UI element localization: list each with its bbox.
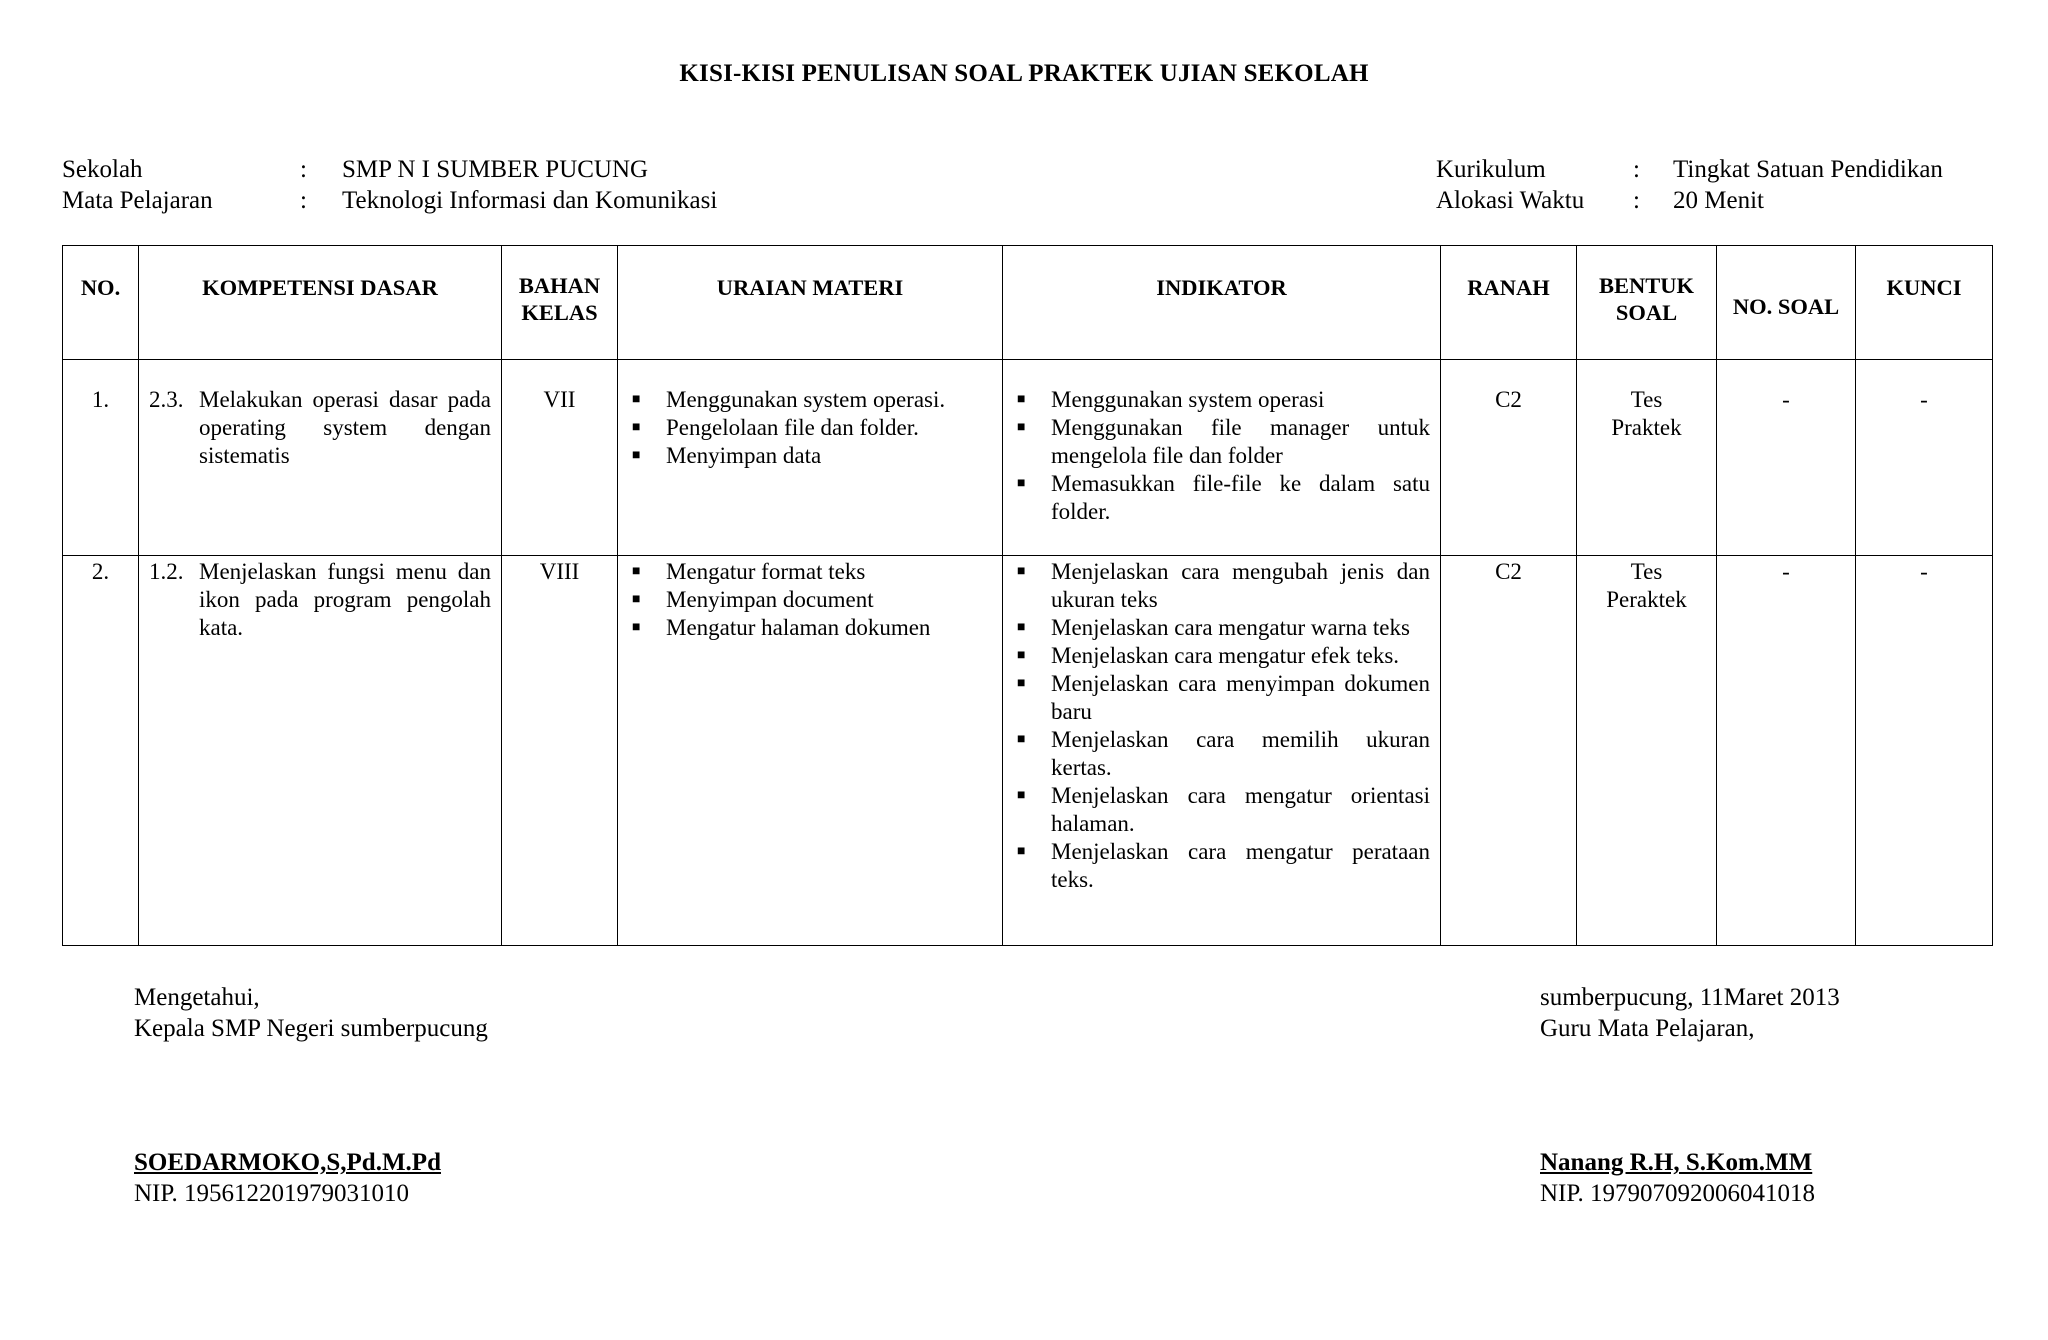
- cell-no: 2.: [63, 556, 139, 946]
- meta-label: Alokasi Waktu: [1436, 187, 1585, 214]
- kompetensi-item: [149, 386, 491, 470]
- header-no: NO.: [63, 246, 139, 360]
- indikator-list: [1013, 386, 1430, 526]
- table-row: [63, 360, 1993, 556]
- list-item: [1013, 838, 1430, 894]
- list-item: [1013, 558, 1430, 614]
- cell-bentuk-soal: [1577, 556, 1717, 946]
- bentuk-line: Praktek: [1611, 415, 1682, 440]
- table-row: [63, 556, 1993, 946]
- meta-label: Kurikulum: [1436, 156, 1546, 183]
- list-item: [1013, 470, 1430, 526]
- signature-block-principal: [134, 982, 488, 1209]
- signature-block-teacher: [1540, 982, 1840, 1209]
- list-item: [628, 558, 992, 586]
- kompetensi-item: [149, 558, 491, 642]
- list-item-text: Menggunakan file manager untuk mengelola file dan folder: [1051, 415, 1430, 468]
- bullet-icon: ■: [1017, 392, 1026, 407]
- meta-colon: :: [1633, 156, 1640, 183]
- meta-row-alokasi-waktu: [1436, 185, 1943, 216]
- cell-indikator: [1003, 556, 1441, 946]
- list-item-text: Mengatur format teks: [666, 559, 866, 584]
- cell-materi: [618, 556, 1003, 946]
- list-item: [1013, 726, 1430, 782]
- header-ranah: RANAH: [1441, 246, 1577, 360]
- list-item-text: Menjelaskan cara mengatur perataan teks.: [1051, 839, 1430, 892]
- list-item: [1013, 614, 1430, 642]
- cell-kelas: VII: [502, 360, 618, 556]
- header-no-soal: NO. SOAL: [1717, 246, 1856, 360]
- meta-colon: :: [300, 156, 307, 183]
- list-item-text: Mengatur halaman dokumen: [666, 615, 931, 640]
- signer-name: SOEDARMOKO,S,Pd.M.Pd: [134, 1149, 441, 1176]
- bullet-icon: ■: [632, 592, 641, 607]
- cell-materi: [618, 360, 1003, 556]
- header-line: KELAS: [521, 300, 598, 325]
- header-kompetensi-dasar: KOMPETENSI DASAR: [139, 246, 502, 360]
- bullet-icon: ■: [1017, 564, 1026, 579]
- bullet-icon: ■: [632, 420, 641, 435]
- sign-role: Kepala SMP Negeri sumberpucung: [134, 1015, 488, 1042]
- bullet-icon: ■: [632, 620, 641, 635]
- meta-value: SMP N I SUMBER PUCUNG: [342, 156, 649, 183]
- identity-left: [62, 154, 717, 216]
- bentuk-line: Tes: [1630, 559, 1663, 584]
- list-item: [1013, 670, 1430, 726]
- kompetensi-number: 2.3.: [149, 387, 184, 412]
- cell-ranah: C2: [1441, 360, 1577, 556]
- list-item-text: Menyimpan data: [666, 443, 822, 468]
- bullet-icon: ■: [1017, 676, 1026, 691]
- kompetensi-text: Melakukan operasi dasar pada operating system dengan sistematis: [199, 387, 491, 468]
- kisi-kisi-table: [62, 245, 1993, 946]
- header-line: BENTUK: [1598, 273, 1695, 298]
- bullet-icon: ■: [1017, 788, 1026, 803]
- list-item: [1013, 642, 1430, 670]
- meta-label: Sekolah: [62, 156, 143, 183]
- cell-no-soal: -: [1717, 360, 1856, 556]
- cell-kunci: -: [1856, 556, 1993, 946]
- meta-value: Tingkat Satuan Pendidikan: [1673, 156, 1943, 183]
- cell-no: 1.: [63, 360, 139, 556]
- meta-label: Mata Pelajaran: [62, 187, 213, 214]
- bullet-icon: ■: [1017, 648, 1026, 663]
- meta-value: Teknologi Informasi dan Komunikasi: [342, 187, 718, 214]
- list-item-text: Menggunakan system operasi.: [666, 387, 946, 412]
- list-item-text: Menjelaskan cara memilih ukuran kertas.: [1051, 727, 1430, 780]
- list-item-text: Menjelaskan cara menyimpan dokumen baru: [1051, 671, 1430, 724]
- list-item-text: Pengelolaan file dan folder.: [666, 415, 919, 440]
- header-line: BAHAN: [518, 273, 601, 298]
- kompetensi-text: Menjelaskan fungsi menu dan ikon pada program pengolah kata.: [199, 559, 491, 640]
- header-line: SOAL: [1615, 300, 1678, 325]
- table-header-row: [63, 246, 1993, 360]
- header-bentuk-soal: [1577, 246, 1717, 360]
- list-item: [1013, 414, 1430, 470]
- meta-row-kurikulum: [1436, 154, 1943, 185]
- bullet-icon: ■: [1017, 420, 1026, 435]
- list-item: [628, 442, 992, 470]
- materi-list: [628, 386, 992, 470]
- bullet-icon: ■: [1017, 620, 1026, 635]
- cell-kunci: -: [1856, 360, 1993, 556]
- list-item-text: Menjelaskan cara mengatur orientasi halaman.: [1051, 783, 1430, 836]
- meta-value: 20 Menit: [1673, 187, 1764, 214]
- list-item-text: Menyimpan document: [666, 587, 874, 612]
- list-item: [1013, 386, 1430, 414]
- bentuk-line: Tes: [1630, 387, 1663, 412]
- list-item-text: Memasukkan file-file ke dalam satu folder.: [1051, 471, 1430, 524]
- list-item-text: Menjelaskan cara mengatur warna teks: [1051, 615, 1410, 640]
- cell-kompetensi: [139, 556, 502, 946]
- bentuk-line: Peraktek: [1606, 587, 1687, 612]
- indikator-list: [1013, 558, 1430, 894]
- cell-kompetensi: [139, 360, 502, 556]
- meta-row-sekolah: [62, 154, 717, 185]
- list-item: [628, 386, 992, 414]
- list-item-text: Menjelaskan cara mengatur efek teks.: [1051, 643, 1400, 668]
- list-item-text: Menjelaskan cara mengubah jenis dan ukuran teks: [1051, 559, 1430, 612]
- list-item-text: Menggunakan system operasi: [1051, 387, 1325, 412]
- meta-colon: :: [300, 187, 307, 214]
- signer-nip: NIP. 197907092006041018: [1540, 1180, 1816, 1207]
- sign-greeting: Mengetahui,: [134, 984, 260, 1011]
- sign-role: Guru Mata Pelajaran,: [1540, 1015, 1755, 1042]
- sign-place-date: sumberpucung, 11Maret 2013: [1540, 984, 1840, 1011]
- header-indikator: INDIKATOR: [1003, 246, 1441, 360]
- header-uraian-materi: URAIAN MATERI: [618, 246, 1003, 360]
- header-kunci: KUNCI: [1856, 246, 1993, 360]
- bullet-icon: ■: [1017, 844, 1026, 859]
- list-item: [628, 586, 992, 614]
- bullet-icon: ■: [632, 392, 641, 407]
- header-bahan-kelas: [502, 246, 618, 360]
- identity-right: [1436, 154, 1943, 216]
- materi-list: [628, 558, 992, 642]
- list-item: [1013, 782, 1430, 838]
- meta-colon: :: [1633, 187, 1640, 214]
- list-item: [628, 414, 992, 442]
- bullet-icon: ■: [632, 564, 641, 579]
- bullet-icon: ■: [632, 448, 641, 463]
- list-item: [628, 614, 992, 642]
- cell-bentuk-soal: [1577, 360, 1717, 556]
- bullet-icon: ■: [1017, 732, 1026, 747]
- meta-row-mata-pelajaran: [62, 185, 717, 216]
- document-title: KISI-KISI PENULISAN SOAL PRAKTEK UJIAN SEKOLAH: [679, 60, 1369, 87]
- cell-kelas: VIII: [502, 556, 618, 946]
- cell-indikator: [1003, 360, 1441, 556]
- signer-nip: NIP. 195612201979031010: [134, 1180, 410, 1207]
- kompetensi-number: 1.2.: [149, 559, 184, 584]
- cell-ranah: C2: [1441, 556, 1577, 946]
- bullet-icon: ■: [1017, 476, 1026, 491]
- cell-no-soal: -: [1717, 556, 1856, 946]
- signer-name: Nanang R.H, S.Kom.MM: [1540, 1149, 1813, 1176]
